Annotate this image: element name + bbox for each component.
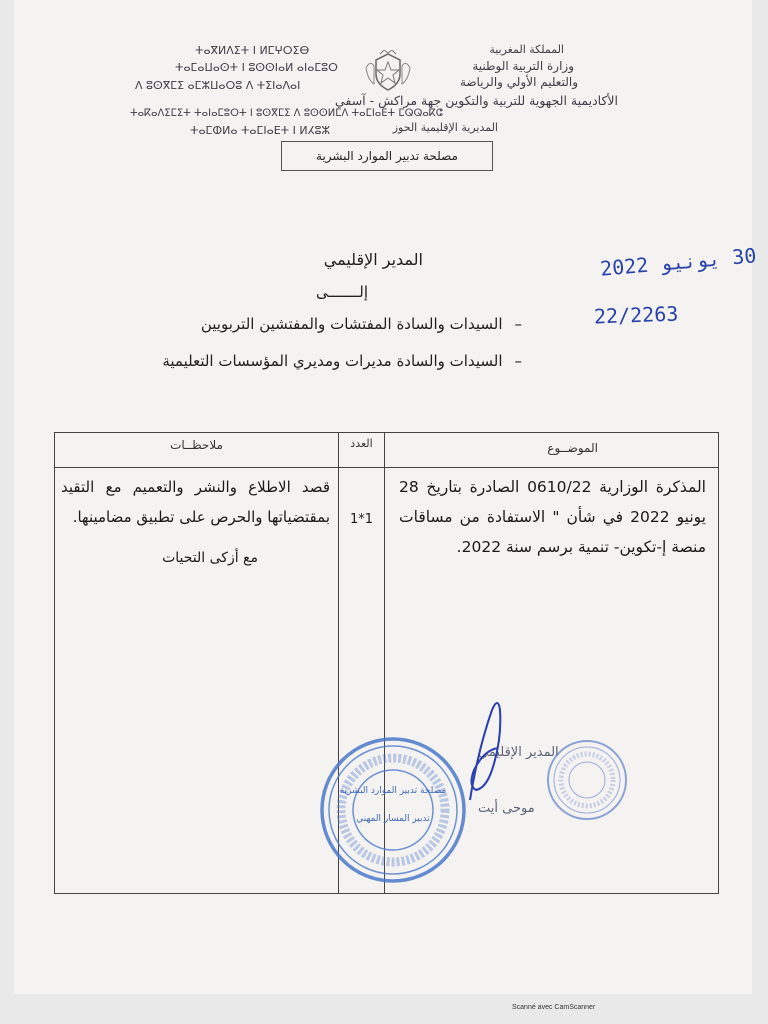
recipient-line-2 bbox=[162, 352, 522, 370]
address-to: إلـــــــى bbox=[315, 283, 368, 301]
subject-header bbox=[385, 433, 719, 468]
header-arabic-line-4: الأكاديمية الجهوية للتربية والتكوين جهة مراكش - آسفي bbox=[334, 93, 618, 108]
service-box: مصلحة تدبير الموارد البشرية bbox=[281, 141, 493, 171]
recipient-line-1 bbox=[201, 315, 522, 333]
reception-number: 22/2263 bbox=[593, 301, 679, 329]
header-tifinagh-line-2: ⵜⴰⵎⴰⵡⴰⵙⵜ ⵏ ⵓⵙⵙⵏⴰⵍ ⴰⵏⴰⵎⵓⵔ bbox=[175, 61, 338, 74]
header-arabic-line-3: والتعليم الأولي والرياضة bbox=[459, 75, 578, 89]
header-tifinagh-line-3: ⴷ ⵓⵙⴳⵎⵉ ⴰⵎⵣⵡⴰⵔⵓ ⴷ ⵜⵉⵏⴰⴷⴰⵏ bbox=[135, 79, 301, 92]
official-stamp-large bbox=[318, 735, 468, 885]
handwritten-signature bbox=[462, 690, 512, 810]
stamp-career-text: تدبير المسار المهني bbox=[356, 814, 430, 824]
recipient-dash-1: – bbox=[514, 315, 522, 333]
reception-date-text: 30 يونيو 2022 bbox=[599, 243, 758, 281]
greeting: مع أزكى التحيات bbox=[162, 550, 258, 566]
header-arabic-line-2: وزارة التربية الوطنية bbox=[472, 59, 574, 73]
recipient-text-1: السيدات والسادة المفتشات والمفتشين التربويين bbox=[200, 315, 503, 333]
sender-title: المدير الإقليمي bbox=[323, 250, 423, 269]
count-header: العدد bbox=[339, 433, 385, 468]
scanner-footer: Scanné avec CamScanner bbox=[512, 1004, 596, 1011]
coat-of-arms-icon bbox=[360, 50, 416, 94]
subject-text: المذكرة الوزارية 0610/22 الصادرة بتاريخ 28 يونيو 2022 في شأن " الاستفادة من مساقات منصة إ-تكوين- تنمية برسم سنة 2022. bbox=[399, 478, 706, 556]
subject-header-label: الموضــوع bbox=[547, 441, 598, 455]
count-value: 1*1 bbox=[349, 512, 374, 527]
notes-header: ملاحظــات bbox=[55, 433, 339, 468]
signature-name: موحى أيت bbox=[478, 801, 535, 816]
recipient-text-2: السيدات والسادة مديرات ومديري المؤسسات التعليمية bbox=[162, 352, 503, 370]
notes-text: قصد الاطلاع والنشر والتعميم مع التقيد بمقتضياتها والحرص على تطبيق مضامينها. bbox=[61, 478, 330, 526]
table-header-row bbox=[55, 433, 719, 468]
header-tifinagh-line-1: ⵜⴰⴳⵍⴷⵉⵜ ⵏ ⵍⵎⵖⵔⵉⴱ bbox=[195, 44, 310, 57]
stamp-service-text: مصلحة تدبير الموارد البشرية bbox=[339, 786, 447, 796]
signature-title: المدير الإقليمي bbox=[478, 745, 559, 760]
header-tifinagh-line-5: ⵜⴰⵎⵀⵍⴰ ⵜⴰⵎⵏⴰⴹⵜ ⵏ ⵍⵃⵓⵣ bbox=[190, 124, 331, 137]
notes-cell bbox=[55, 468, 339, 894]
official-stamp-small bbox=[545, 738, 629, 822]
header-arabic-line-1: المملكة المغربية bbox=[489, 43, 564, 56]
header-tifinagh-line-4: ⵜⴰⴽⴰⴷⵉⵎⵉⵜ ⵜⴰⵏⴰⵎⵓⵔⵜ ⵏ ⵓⵙⴳⵎⵉ ⴷ ⵓⵙⵙⵍⵎⴷ ⵜⴰⵎⵏⴰⴹⵜ ⵎⵕⵕⴰⴽⵛ bbox=[130, 108, 443, 119]
header-arabic-line-5: المديرية الإقليمية الحوز bbox=[392, 121, 498, 134]
recipient-dash-2: – bbox=[514, 352, 522, 370]
